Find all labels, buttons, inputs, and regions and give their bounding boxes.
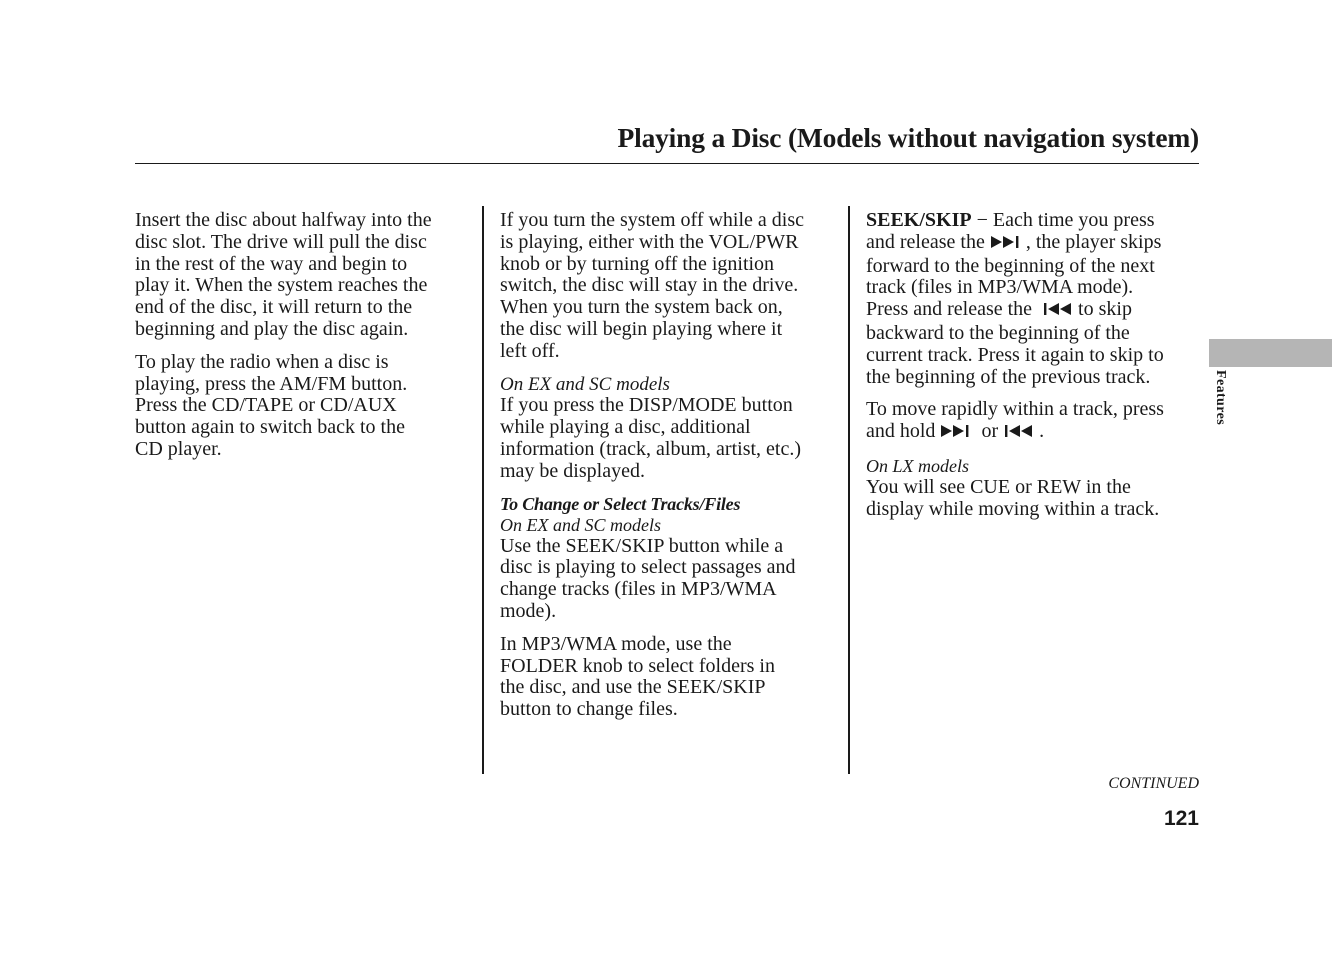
- text-line: the disc, and use the SEEK/SKIP: [500, 676, 766, 699]
- text-line: Use the SEEK/SKIP button while a: [500, 534, 784, 557]
- text-line: button to change files.: [500, 698, 678, 721]
- paragraph-play-radio: [135, 352, 470, 461]
- paragraph-folder-knob: [500, 634, 835, 721]
- text-line: [866, 210, 1201, 232]
- text-line: is playing, either with the VOL/PWR: [500, 230, 799, 253]
- text-line: To move rapidly within a track, press: [866, 398, 1164, 421]
- paragraph-system-off: [500, 210, 835, 363]
- paragraph-disp-mode: [500, 374, 835, 483]
- text-fragment: , the player skips: [1025, 230, 1162, 253]
- model-note-ex-sc: On EX and SC models: [500, 373, 670, 395]
- seek-skip-term: SEEK/SKIP: [866, 209, 972, 231]
- paragraph-cue-rew: [866, 456, 1201, 521]
- text-fragment: Press and release the: [866, 298, 1038, 321]
- text-line: In MP3/WMA mode, use the: [500, 632, 732, 655]
- column-divider-left: [482, 206, 484, 774]
- column-2: [500, 210, 835, 732]
- dash: −: [971, 209, 993, 231]
- text-line: disc is playing to select passages and: [500, 556, 796, 579]
- text-line: If you press the DISP/MODE button: [500, 394, 793, 417]
- paragraph-change-tracks: [500, 494, 835, 623]
- page-number: 121: [1163, 807, 1199, 830]
- skip-forward-icon: [990, 234, 1026, 256]
- text-fragment: and release the: [866, 230, 990, 253]
- text-line: button again to switch back to the: [135, 416, 405, 439]
- text-line: FOLDER knob to select folders in: [500, 654, 775, 677]
- header-rule: [135, 163, 1199, 164]
- page-title: Playing a Disc (Models without navigation system): [617, 122, 1199, 153]
- paragraph-move-rapidly: [866, 399, 1201, 445]
- text-line: may be displayed.: [500, 459, 645, 482]
- text-line: switch, the disc will stay in the drive.: [500, 274, 799, 297]
- text-line: beginning and play the disc again.: [135, 317, 409, 340]
- paragraph-seek-skip: [866, 210, 1201, 388]
- text-fragment: Each time you press: [992, 209, 1155, 231]
- text-line: display while moving within a track.: [866, 497, 1160, 520]
- text-line: while playing a disc, additional: [500, 416, 751, 439]
- text-line: change tracks (files in MP3/WMA: [500, 578, 777, 601]
- text-line: Insert the disc about halfway into the: [135, 209, 432, 231]
- column-divider-right: [848, 206, 850, 774]
- paragraph-insert-disc: [135, 210, 470, 341]
- text-fragment: or: [976, 420, 1004, 443]
- text-line: in the rest of the way and begin to: [135, 252, 408, 275]
- text-line: knob or by turning off the ignition: [500, 252, 775, 275]
- text-line: You will see CUE or REW in the: [866, 475, 1131, 498]
- text-line: left off.: [500, 339, 560, 362]
- text-line: If you turn the system off while a disc: [500, 209, 805, 231]
- text-line: forward to the beginning of the next: [866, 254, 1155, 277]
- text-line: CD player.: [135, 437, 222, 460]
- text-line: mode).: [500, 599, 557, 622]
- text-line: [866, 299, 1201, 323]
- model-note-lx: On LX models: [866, 455, 969, 476]
- skip-forward-icon: [940, 423, 976, 445]
- column-3: [866, 210, 1201, 532]
- model-note-ex-sc: On EX and SC models: [500, 514, 661, 535]
- text-fragment: to skip: [1073, 298, 1132, 321]
- section-heading: To Change or Select Tracks/Files: [500, 493, 741, 514]
- skip-back-icon: [1037, 301, 1073, 323]
- text-line: [866, 232, 1201, 256]
- text-line: playing, press the AM/FM button.: [135, 372, 408, 395]
- section-tab: [1209, 339, 1332, 367]
- text-fragment: and hold: [866, 420, 941, 443]
- text-line: backward to the beginning of the: [866, 321, 1130, 344]
- text-line: end of the disc, it will return to the: [135, 296, 413, 319]
- text-line: information (track, album, artist, etc.): [500, 437, 802, 460]
- text-line: the beginning of the previous track.: [866, 365, 1151, 388]
- text-line: current track. Press it again to skip to: [866, 343, 1164, 366]
- text-line: disc slot. The drive will pull the disc: [135, 230, 427, 253]
- text-line: track (files in MP3/WMA mode).: [866, 276, 1134, 299]
- text-line: Press the CD/TAPE or CD/AUX: [135, 394, 397, 417]
- column-1: [135, 210, 470, 472]
- text-fragment: .: [1039, 420, 1045, 443]
- section-tab-label: Features: [1213, 370, 1228, 426]
- continued-label: CONTINUED: [1108, 775, 1199, 792]
- text-line: To play the radio when a disc is: [135, 350, 389, 373]
- text-line: play it. When the system reaches the: [135, 274, 428, 297]
- text-line: the disc will begin playing where it: [500, 317, 783, 340]
- skip-back-icon: [1003, 423, 1039, 445]
- text-line: [866, 421, 1201, 445]
- text-line: When you turn the system back on,: [500, 296, 783, 319]
